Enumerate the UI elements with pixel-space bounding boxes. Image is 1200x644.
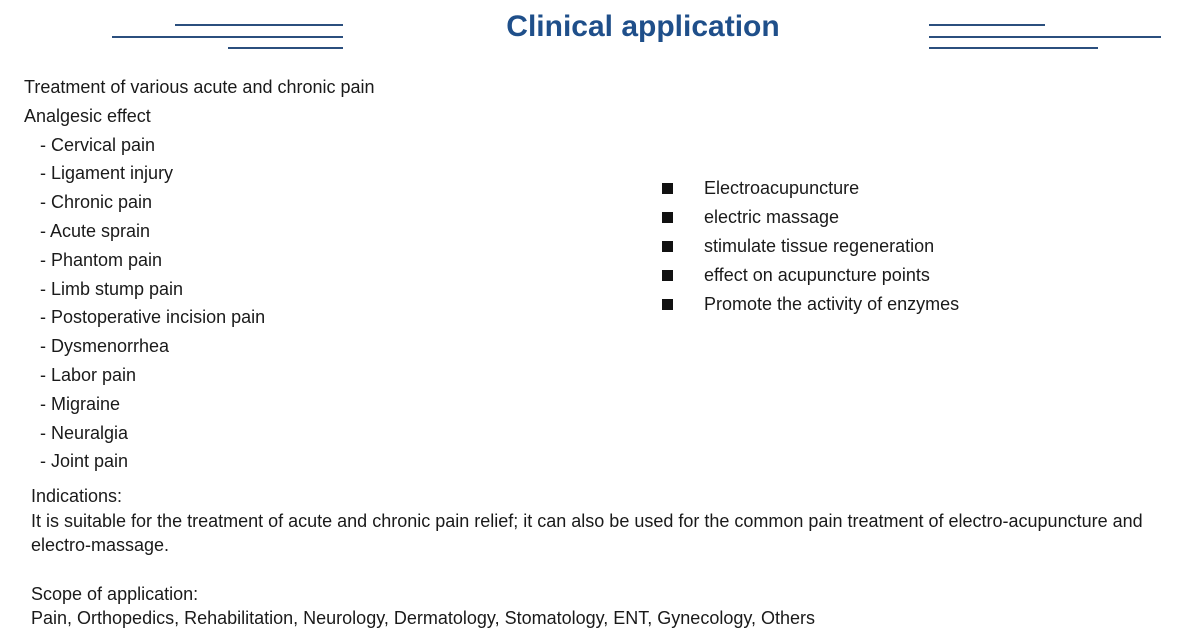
effect-list-item (662, 232, 959, 261)
effect-label: Electroacupuncture (704, 178, 860, 198)
section-heading-analgesic: Analgesic effect (24, 105, 151, 126)
scope-text: Pain, Orthopedics, Rehabilitation, Neurology, Dermatology, Stomatology, ENT, Gynecology, Others (31, 608, 816, 628)
title-rule-left-1 (175, 24, 343, 26)
pain-list-item: - Labor pain (40, 364, 137, 385)
scope-label: Scope of application: (31, 583, 199, 604)
pain-list (24, 131, 375, 477)
indications-label: Indications: (31, 486, 123, 506)
pain-list-item: - Limb stump pain (40, 278, 184, 299)
effect-label: effect on acupuncture points (704, 265, 930, 285)
pain-list-item: - Acute sprain (40, 220, 151, 241)
pain-treatment-section (24, 73, 375, 476)
pain-list-item: - Ligament injury (40, 163, 174, 184)
square-bullet-icon (662, 270, 673, 281)
pain-list-item: - Dysmenorrhea (40, 336, 170, 357)
square-bullet-icon (662, 241, 673, 252)
effect-label: Promote the activity of enzymes (704, 294, 960, 314)
effect-label: electric massage (704, 207, 840, 227)
spacer (31, 558, 1161, 582)
effect-list-item (662, 203, 959, 232)
effect-list-item (662, 290, 959, 319)
pain-list-item: - Migraine (40, 393, 121, 414)
square-bullet-icon (662, 183, 673, 194)
indications-text: It is suitable for the treatment of acute and chronic pain relief; it can also be used for the common pain treatment of electro-acupuncture and electro-massage. (31, 510, 1143, 555)
pain-list-item: - Joint pain (40, 451, 129, 472)
page-title: Clinical application (506, 10, 780, 43)
square-bullet-icon (662, 299, 673, 310)
title-rule-left-3 (228, 47, 343, 49)
title-rule-right-2 (929, 36, 1161, 38)
effect-label: stimulate tissue regeneration (704, 236, 935, 256)
pain-list-item: - Cervical pain (40, 134, 156, 155)
section-heading-treatment: Treatment of various acute and chronic pain (24, 77, 375, 97)
pain-list-item: - Phantom pain (40, 249, 163, 270)
title-rule-right-3 (929, 47, 1098, 49)
title-rule-right-1 (929, 24, 1045, 26)
pain-list-item: - Postoperative incision pain (40, 307, 266, 328)
effect-list-item (662, 261, 959, 290)
effects-list (662, 174, 959, 319)
pain-list-item: - Chronic pain (40, 192, 153, 213)
indications-section (31, 484, 1161, 631)
title-rule-left-2 (112, 36, 343, 38)
effect-list-item (662, 174, 959, 203)
pain-list-item: - Neuralgia (40, 422, 129, 443)
square-bullet-icon (662, 212, 673, 223)
